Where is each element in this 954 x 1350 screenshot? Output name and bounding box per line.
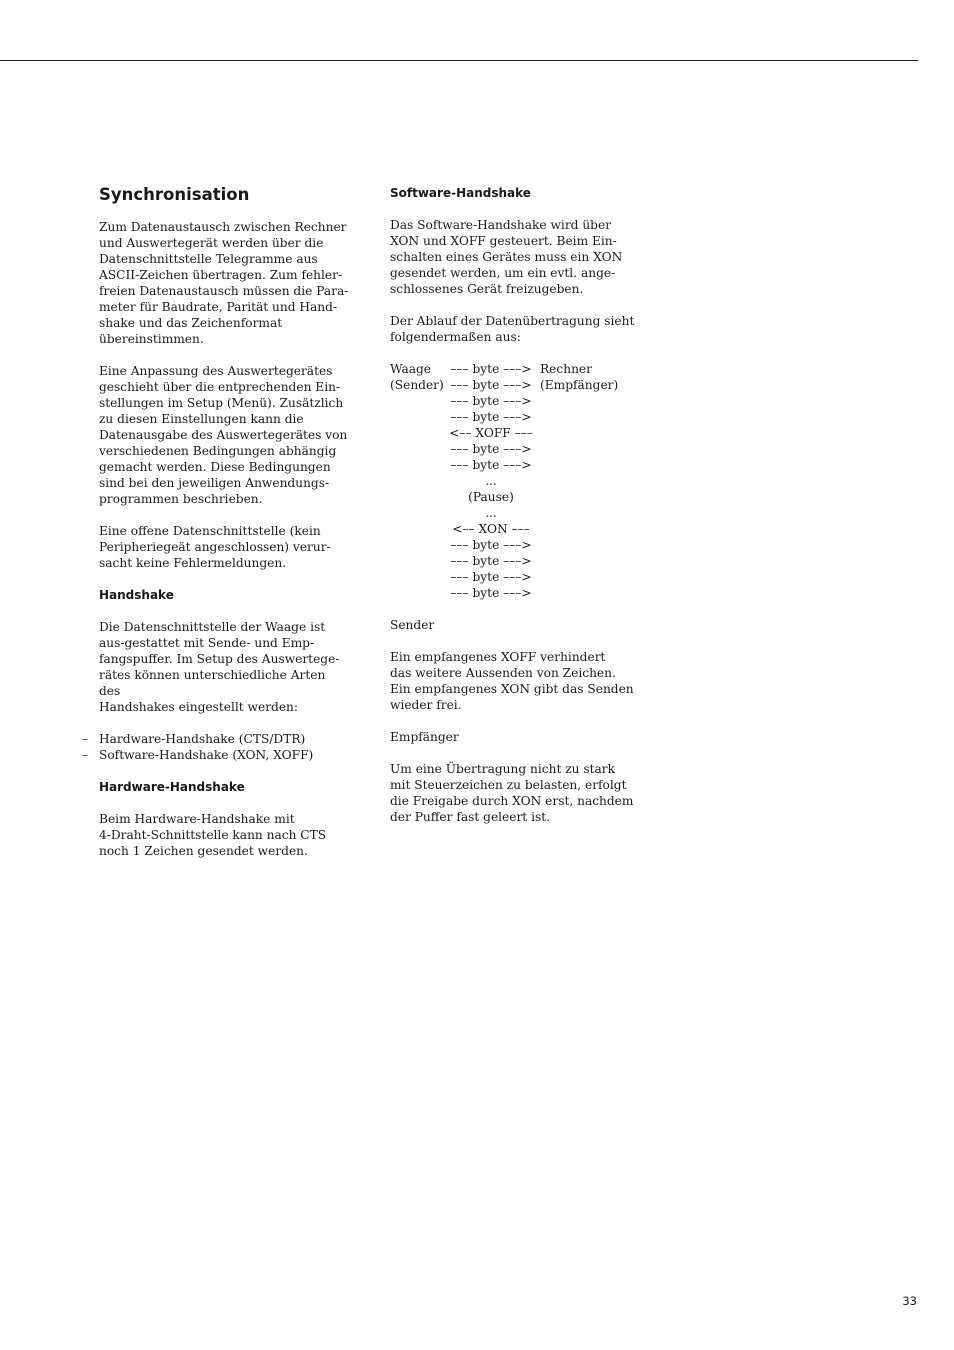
diagram-left-label: Waage: [390, 362, 432, 376]
diagram-signal: ––– byte –––>: [450, 554, 532, 568]
sender-label: Sender: [390, 618, 435, 632]
handshake-heading: Handshake: [99, 588, 174, 602]
handshake-types-list: [82, 731, 349, 763]
diagram-row: [390, 521, 640, 537]
diagram-row: [390, 393, 640, 409]
diagram-signal: ––– byte –––>: [450, 410, 532, 424]
diagram-signal: ––– byte –––>: [450, 570, 532, 584]
receiver-label: Empfänger: [390, 730, 459, 744]
diagram-signal: ––– byte –––>: [450, 442, 532, 456]
diagram-signal: ––– byte –––>: [450, 394, 532, 408]
diagram-row: [390, 457, 640, 473]
transfer-sequence-diagram: [390, 361, 640, 601]
diagram-right-label: (Empfänger): [540, 378, 619, 392]
diagram-signal: ––– byte –––>: [450, 586, 532, 600]
list-item: [82, 731, 349, 747]
diagram-signal: <–– XOFF –––: [449, 426, 533, 440]
diagram-row: [390, 569, 640, 585]
diagram-row: [390, 361, 640, 377]
diagram-signal: ...: [485, 474, 497, 488]
list-dash: –: [82, 732, 89, 746]
page-number: 33: [902, 1294, 917, 1308]
diagram-left-label: (Sender): [390, 378, 444, 392]
diagram-signal: ...: [485, 506, 497, 520]
xoff-xon-paragraph: Ein empfangenes XOFF verhindert das weitere Aussenden von Zeichen. Ein empfangenes XON gibt das Senden wieder frei.: [390, 650, 634, 712]
diagram-signal: ––– byte –––>: [450, 538, 532, 552]
right-column: [390, 180, 640, 841]
left-column: [82, 180, 349, 875]
diagram-row: [390, 489, 640, 505]
handshake-paragraph: Die Datenschnittstelle der Waage ist aus-gestattet mit Sende- und Emp- fangspuffer. Im Setup des Auswertege- rätes können unterschiedliche Arten des Handshakes eingestellt werden:: [99, 620, 340, 714]
list-item-text: Software-Handshake (XON, XOFF): [99, 748, 314, 762]
adjustment-paragraph: Eine Anpassung des Auswertegerätes geschieht über die entprechenden Ein- stellungen im Setup (Menü). Zusätzlich zu diesen Einstellungen kann die Datenausgabe des Auswertegerätes von verschiedenen Bedingungen abhängig gemacht werden. Diese Bedingungen sind bei den jeweiligen Anwendungs- programmen beschrieben.: [99, 364, 348, 506]
buffer-release-paragraph: Um eine Übertragung nicht zu stark mit Steuerzeichen zu belasten, erfolgt die Freigabe durch XON erst, nachdem der Puffer fast geleert ist.: [390, 762, 634, 824]
diagram-signal: <–– XON –––: [452, 522, 530, 536]
list-dash: –: [82, 748, 89, 762]
header-rule: [0, 60, 918, 61]
software-handshake-heading: Software-Handshake: [390, 186, 531, 200]
diagram-row: [390, 377, 640, 393]
diagram-row: [390, 441, 640, 457]
diagram-row: [390, 537, 640, 553]
diagram-signal: (Pause): [468, 490, 514, 504]
section-title: Synchronisation: [99, 185, 250, 204]
diagram-row: [390, 425, 640, 441]
list-item-text: Hardware-Handshake (CTS/DTR): [99, 732, 306, 746]
hardware-handshake-paragraph: Beim Hardware-Handshake mit 4-Draht-Schnittstelle kann nach CTS noch 1 Zeichen gesendet werden.: [99, 812, 327, 858]
intro-paragraph: Zum Datenaustausch zwischen Rechner und Auswertegerät werden über die Datenschnittstelle Telegramme aus ASCII-Zeichen übertragen. Zum fehler- freien Datenaustausch müssen die Para- meter für Baudrate, Parität und Hand- shake und das Zeichenformat übereinstimmen.: [99, 220, 349, 346]
software-handshake-paragraph: Das Software-Handshake wird über XON und XOFF gesteuert. Beim Ein- schalten eines Gerätes muss ein XON gesendet werden, um ein evtl. ange- schlossenes Gerät freizugeben.: [390, 218, 623, 296]
diagram-right-label: Rechner: [540, 362, 592, 376]
diagram-row: [390, 585, 640, 601]
diagram-signal: ––– byte –––>: [450, 362, 532, 376]
diagram-row: [390, 553, 640, 569]
diagram-row: [390, 505, 640, 521]
diagram-signal: ––– byte –––>: [450, 378, 532, 392]
hardware-handshake-heading: Hardware-Handshake: [99, 780, 245, 794]
open-interface-paragraph: Eine offene Datenschnittstelle (kein Peripheriegeät angeschlossen) verur- sacht keine Fehlermeldungen.: [99, 524, 331, 570]
list-item: [82, 747, 349, 763]
diagram-row: [390, 409, 640, 425]
transfer-sequence-intro: Der Ablauf der Datenübertragung sieht folgendermaßen aus:: [390, 314, 635, 344]
diagram-row: [390, 473, 640, 489]
diagram-signal: ––– byte –––>: [450, 458, 532, 472]
